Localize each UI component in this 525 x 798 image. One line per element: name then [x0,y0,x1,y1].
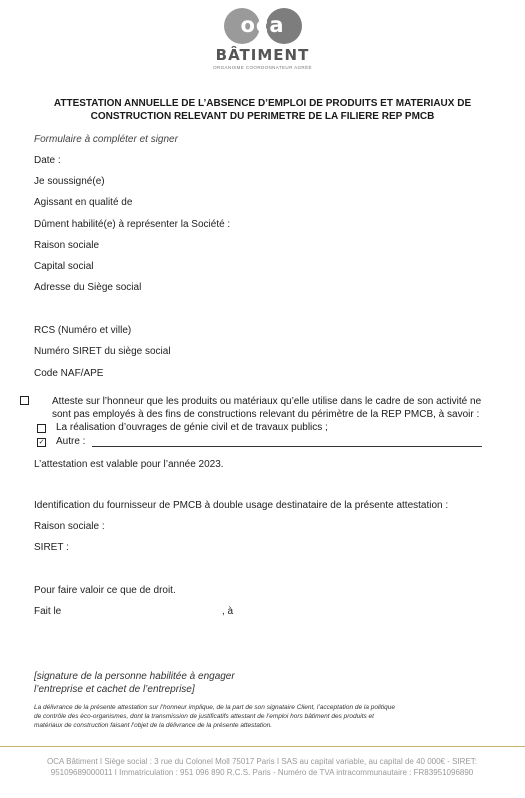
disclaimer-line-3: matériaux de construction faisant l’objet de la délivrance de la présente attestation. [34,722,273,729]
supplier-siret-field[interactable]: SIRET : [34,542,69,553]
company-logo [0,8,525,70]
supplier-raison-sociale-field[interactable]: Raison sociale : [34,521,105,532]
signature-line-1: [signature de la personne habilitée à engager [34,671,235,682]
option-genie-civil-checkbox[interactable] [37,424,46,433]
check-icon: ✓ [38,439,45,446]
validity-text: L’attestation est valable pour l’année 2023. [34,459,224,470]
attest-checkbox[interactable] [20,396,29,405]
raison-sociale-field[interactable]: Raison sociale [34,240,100,251]
document-title [40,97,485,123]
disclaimer-line-1: La délivrance de la présente attestation sur l’honneur implique, de la part de son signataire Client, l’acceptation de la politique [34,704,395,711]
adresse-field[interactable]: Adresse du Siège social [34,282,142,293]
rcs-field[interactable]: RCS (Numéro et ville) [34,325,132,336]
disclaimer-line-2: de contrôle des éco-organismes, dont la transmission de justificatifs attestant de l’emploi hors bâtiment des produits et [34,713,374,720]
lieu-field[interactable]: , à [222,606,234,617]
option-autre-label: Autre : [56,436,86,447]
date-field[interactable]: Date : [34,155,61,166]
footer-line-1: OCA Bâtiment I Siège social : 3 rue du Colonel Moll 75017 Paris I SAS au capital variable, au capital de 40 000€ - SIRET: [46,757,477,766]
autre-input-line[interactable] [92,446,482,447]
logo-tagline: ORGANISME COORDONNATEUR AGRÉÉ [213,65,312,70]
soussigne-field[interactable]: Je soussigné(e) [34,176,105,187]
footer [12,756,512,778]
habilite-field[interactable]: Dûment habilité(e) à représenter la Société : [34,219,231,230]
option-genie-civil-label: La réalisation d’ouvrages de génie civil et de travaux publics ; [56,422,328,433]
footer-separator [0,746,525,747]
signature-placeholder[interactable] [34,670,235,696]
logo-name: BÂTIMENT [215,46,310,64]
capital-field[interactable]: Capital social [34,261,94,272]
attest-line-2: sont pas employés à des fins de constructions relevant du périmètre de la REP PMCB, à savoir : [52,409,480,420]
naf-field[interactable]: Code NAF/APE [34,368,104,379]
attest-text [52,395,502,421]
title-line-1: ATTESTATION ANNUELLE DE L’ABSENCE D’EMPLOI DE PRODUITS ET MATERIAUX DE [53,98,472,109]
option-autre-checkbox[interactable] [37,438,46,447]
qualite-field[interactable]: Agissant en qualité de [34,197,133,208]
signature-line-2: l’entreprise et cachet de l’entreprise] [34,684,195,695]
oca-logo-mark [224,8,302,44]
form-instruction: Formulaire à compléter et signer [34,134,178,145]
attest-line-1: Atteste sur l’honneur que les produits ou matériaux qu’elle utilise dans le cadre de son activité ne [52,396,482,407]
supplier-heading: Identification du fournisseur de PMCB à double usage destinataire de la présente attestation : [34,500,449,511]
siret-field[interactable]: Numéro SIRET du siège social [34,346,171,357]
footer-line-2: 95109689000011 I Immatriculation : 951 096 890 R.C.S. Paris - Numéro de TVA intracommunautaire : FR83951096890 [50,768,474,777]
disclaimer [34,703,504,730]
droit-text: Pour faire valoir ce que de droit. [34,585,176,596]
logo-mark-text: oca [240,13,285,37]
title-line-2: CONSTRUCTION RELEVANT DU PERIMETRE DE LA FILIERE REP PMCB [90,111,435,122]
fait-le-field[interactable]: Fait le [34,606,62,617]
